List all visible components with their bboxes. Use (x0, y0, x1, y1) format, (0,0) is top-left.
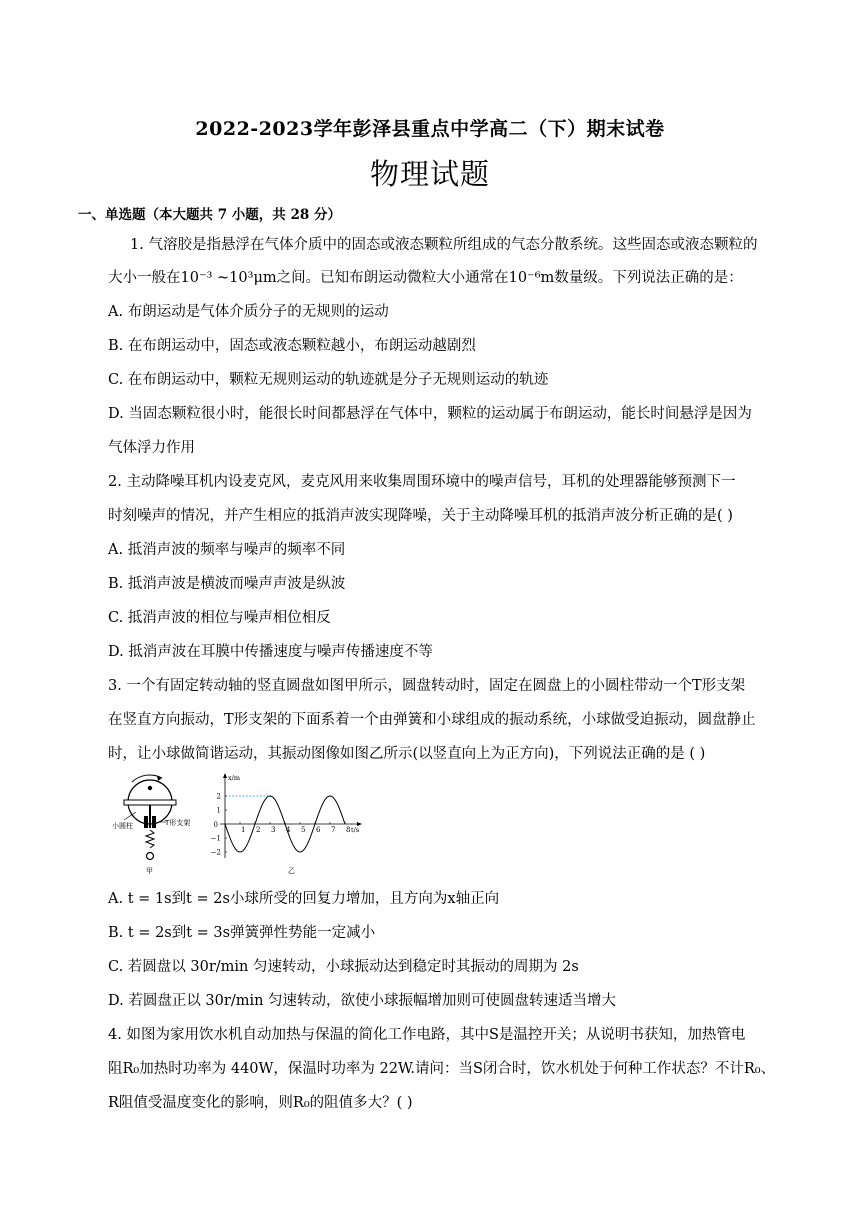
q1-option-b: B. 在布朗运动中，固态或液态颗粒越小，布朗运动越剧烈 (108, 338, 476, 354)
y-tick-label: −1 (210, 834, 221, 843)
cylinder-label: 小圆柱 (112, 822, 133, 830)
x-tick-label: 3 (271, 826, 276, 834)
x-tick-label: 4 (286, 826, 291, 834)
q1-line-2: 大小一般在10⁻³ ~10³μm之间。已知布朗运动微粒大小通常在10⁻⁶m数量级。下列说法正确的是： (108, 270, 743, 286)
origin-label: 0 (213, 821, 218, 829)
q2-line-2: 时刻噪声的情况，并产生相应的抵消声波实现降噪，关于主动降噪耳机的抵消声波分析正确的是( ) (108, 508, 733, 524)
y-axis-label: x/m (228, 774, 241, 782)
frame-label: T形支架 (165, 819, 191, 827)
x-tick-label: 8 (346, 826, 351, 834)
caption-yi: 乙 (288, 867, 295, 875)
y-tick-label: 1 (216, 806, 221, 815)
x-tick-label: 1 (241, 826, 246, 834)
q4-line-2: 阻R₀加热时功率为 440W，保温时功率为 22W.请问：当S闭合时，饮水机处于何种工作状态？不计R₀、 (108, 1061, 776, 1077)
q3-option-a: A. t = 1s到t = 2s小球所受的回复力增加，且方向为x轴正向 (108, 891, 500, 907)
x-tick-label: 7 (331, 826, 336, 834)
y-axis-arrow (223, 773, 227, 778)
q2-option-c: C. 抵消声波的相位与噪声相位相反 (108, 610, 331, 626)
q2-option-a: A. 抵消声波的频率与噪声的频率不同 (108, 542, 346, 558)
q1-line-1: 1. 气溶胶是指悬浮在气体介质中的固态或液态颗粒所组成的气态分散系统。这些固态或液态颗粒的 (130, 237, 758, 253)
q1-option-d-cont: 气体浮力作用 (108, 440, 195, 456)
y-tick-label: −2 (210, 848, 221, 857)
q1-option-c: C. 在布朗运动中，颗粒无规则运动的轨迹就是分子无规则运动的轨迹 (108, 372, 549, 388)
q2-option-b: B. 抵消声波是横波而噪声声波是纵波 (108, 576, 346, 592)
caption-jia: 甲 (146, 867, 153, 875)
q3-line-3: 时，让小球做简谐运动，其振动图像如图乙所示(以竖直向上为正方向)，下列说法正确的是 ( ) (108, 746, 706, 762)
exam-subtitle: 物理试题 (369, 157, 490, 191)
q4-line-1: 4. 如图为家用饮水机自动加热与保温的简化工作电路，其中S是温控开关；从说明书获知，加热管电 (108, 1027, 746, 1043)
section-heading: 一、单选题（本大题共 7 小题，共 28 分） (78, 207, 341, 223)
x-tick-label: 2 (256, 826, 261, 834)
oscillation-chart (211, 773, 362, 875)
q3-option-c: C. 若圆盘以 30r/min 匀速转动，小球振动达到稳定时其振动的周期为 2s (108, 959, 579, 975)
x-axis-label: t/s (351, 826, 360, 834)
q2-option-d: D. 抵消声波在耳膜中传播速度与噪声传播速度不等 (108, 644, 433, 660)
q3-option-d: D. 若圆盘正以 30r/min 匀速转动，欲使小球振幅增加则可使圆盘转速适当增大 (108, 993, 617, 1009)
q3-line-1: 3. 一个有固定转动轴的竖直圆盘如图甲所示，圆盘转动时，固定在圆盘上的小圆柱带动一个T形支架 (108, 678, 746, 694)
q1-option-d: D. 当固态颗粒很小时，能很长时间都悬浮在气体中，颗粒的运动属于布朗运动，能长时间悬浮是因为 (108, 406, 752, 422)
exam-title: 2022-2023学年彭泽县重点中学高二（下）期末试卷 (195, 118, 665, 140)
x-tick-label: 6 (316, 826, 321, 834)
q4-line-3: R阻值受温度变化的影响，则R₀的阻值多大？( ) (108, 1095, 413, 1111)
apparatus-diagram (112, 775, 190, 875)
x-tick-label: 5 (301, 826, 306, 834)
q1-option-a: A. 布朗运动是气体介质分子的无规则的运动 (108, 304, 389, 320)
q3-line-2: 在竖直方向振动，T形支架的下面系着一个由弹簧和小球组成的振动系统，小球做受迫振动，圆盘静止 (108, 712, 756, 728)
q3-option-b: B. t = 2s到t = 3s弹簧弹性势能一定减小 (108, 925, 376, 941)
q2-line-1: 2. 主动降噪耳机内设麦克风，麦克风用来收集周围环境中的噪声信号，耳机的处理器能够预测下一 (108, 474, 736, 490)
y-tick-label: 2 (216, 792, 221, 801)
q3-figure (110, 770, 370, 880)
